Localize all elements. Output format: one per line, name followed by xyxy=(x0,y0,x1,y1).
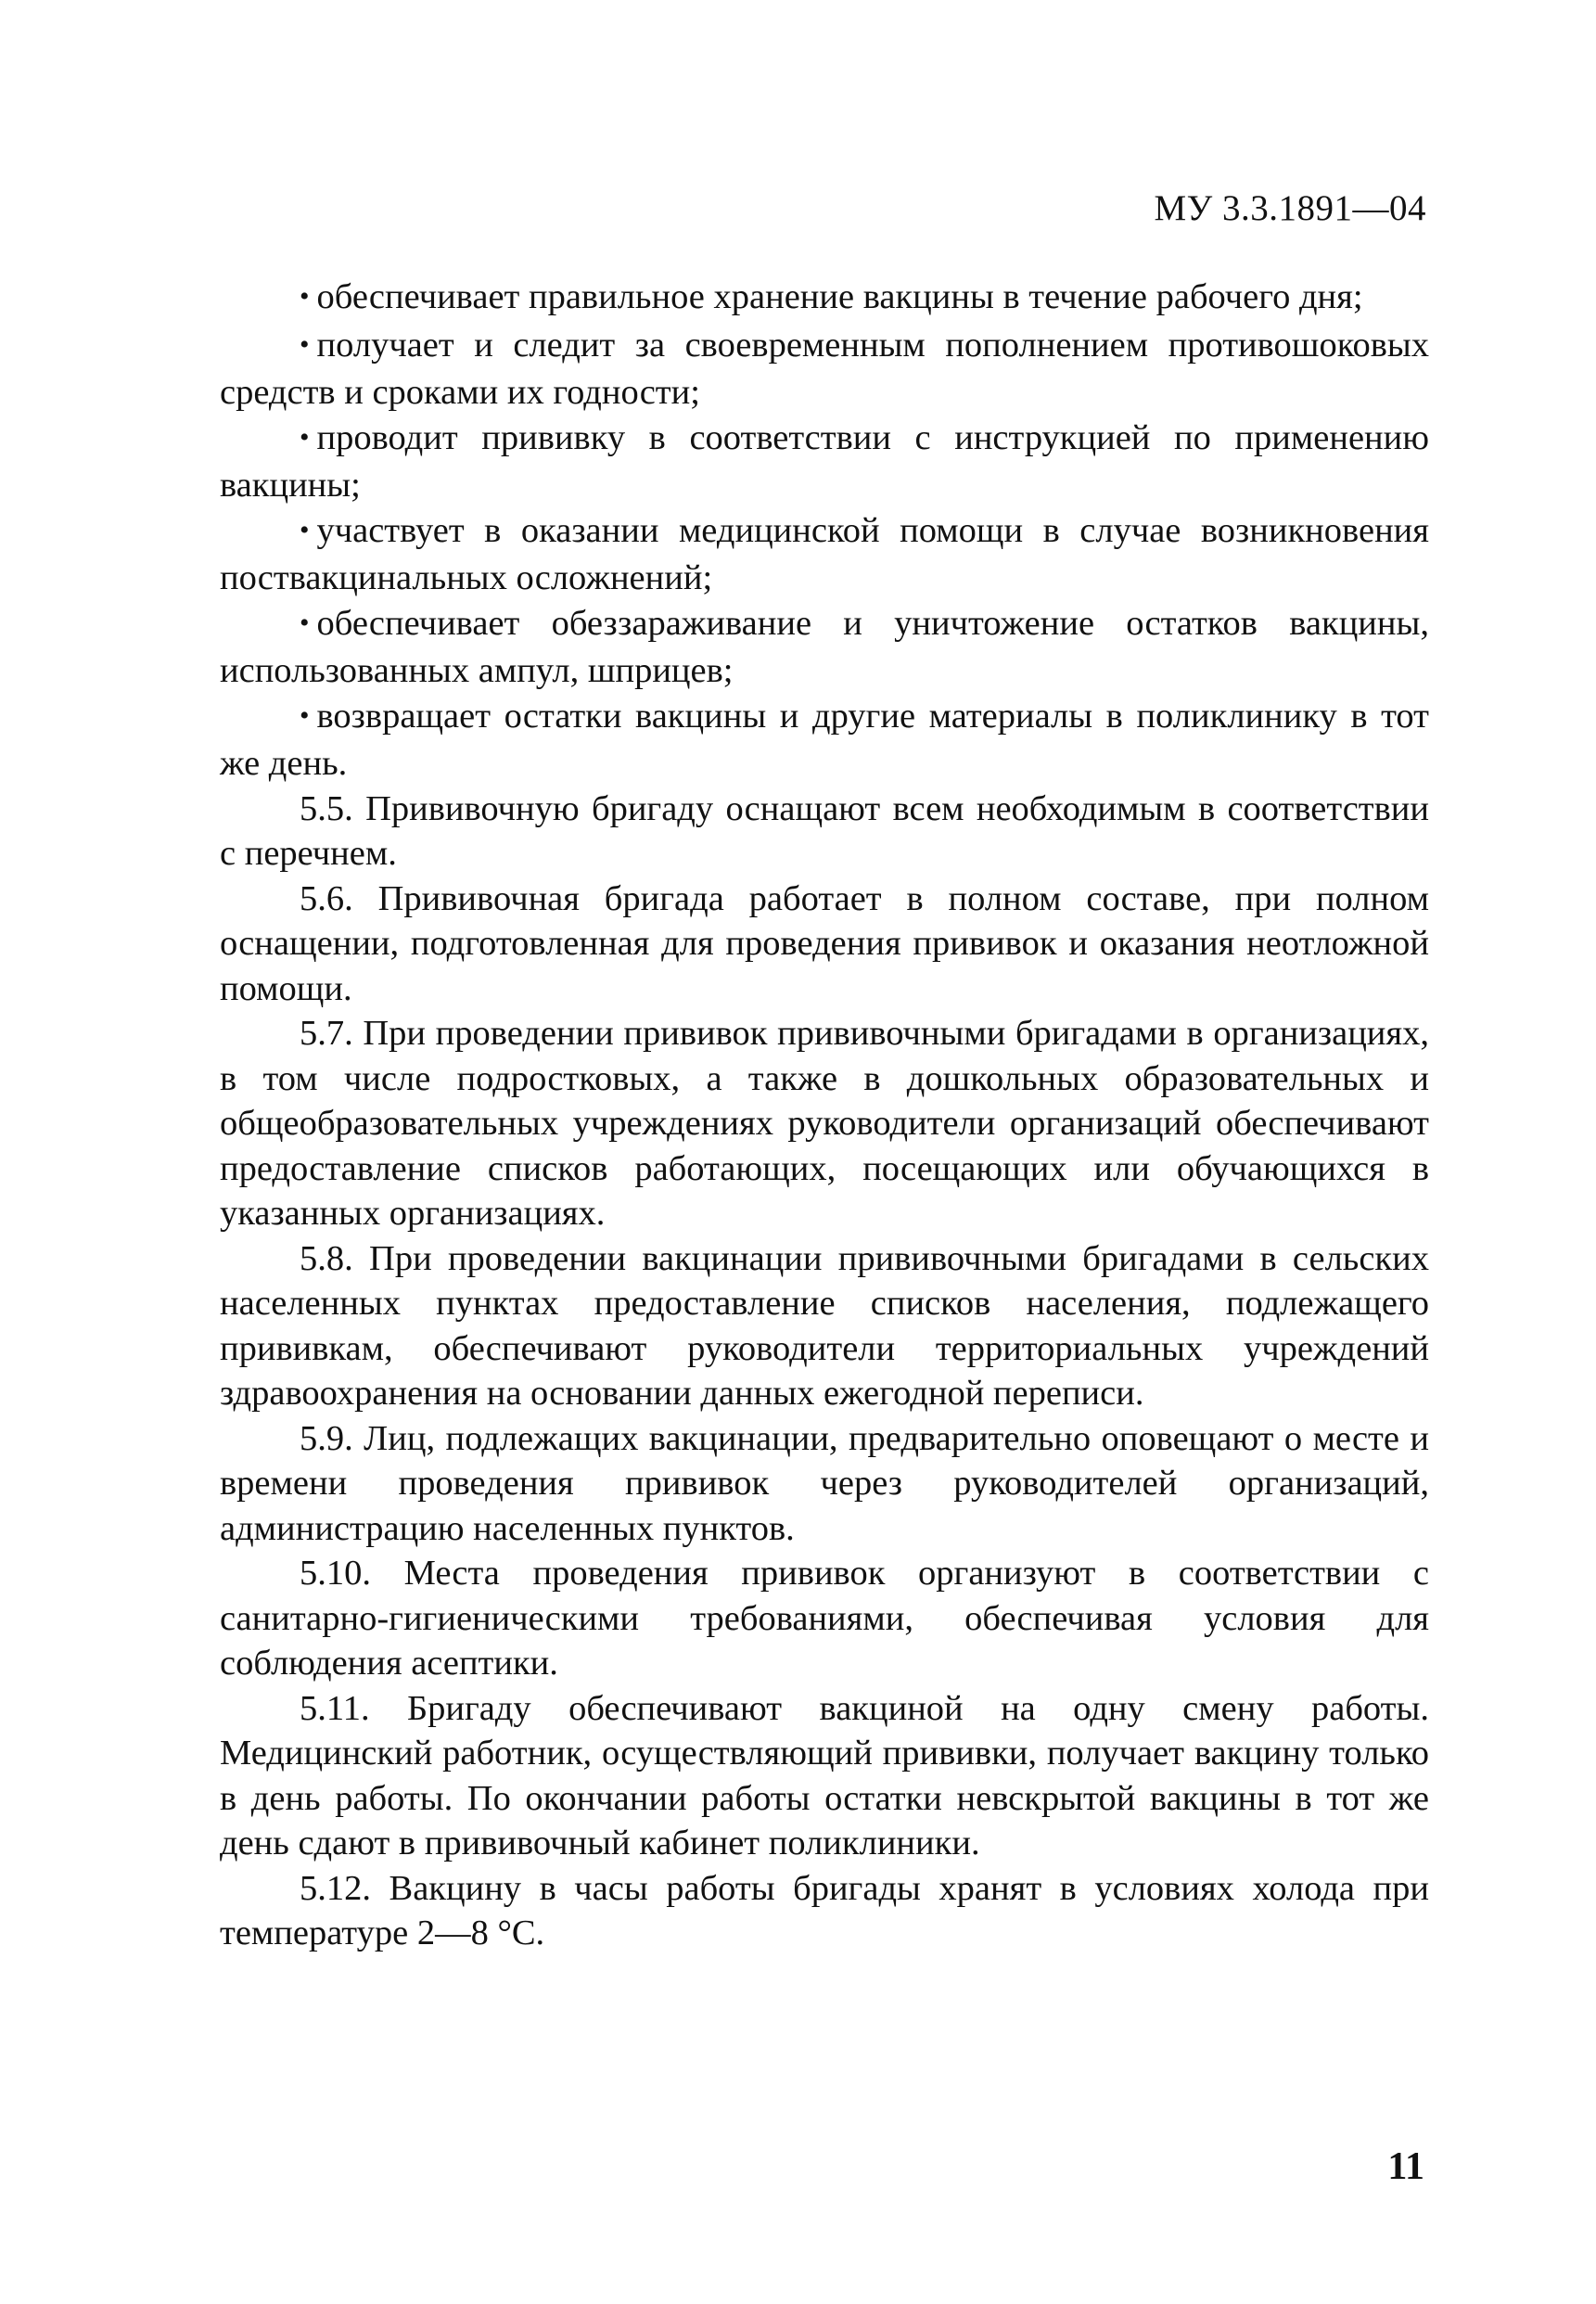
bullet-item xyxy=(220,323,1429,416)
bullet-text: получает и следит за своевременным пополнением противошоковых средств и сроками их годности; xyxy=(220,325,1429,412)
bullet-icon: • xyxy=(300,281,310,312)
paragraph-5-8: 5.8. При проведении вакцинации прививочными бригадами в сельских населенных пунктах предоставление списков населения, подлежащего прививкам, обеспечивают руководители территориальных учреждений здравоохранения на основании данных ежегодной переписи. xyxy=(220,1238,1429,1413)
paragraph-5-11: 5.11. Бригаду обеспечивают вакциной на одну смену работы. Медицинский работник, осуществляющий прививки, получает вакцину только в день работы. По окончании работы остатки невскрытой вакцины в тот же день сдают в прививочный кабинет поликлиники. xyxy=(220,1688,1429,1862)
paragraph-5-6: 5.6. Прививочная бригада работает в полном составе, при полном оснащении, подготовленная для проведения прививок и оказания неотложной помощи. xyxy=(220,878,1429,1008)
bullet-item xyxy=(220,601,1429,694)
bullet-text: обеспечивает обеззараживание и уничтожение остатков вакцины, использованных ампул, шприцев; xyxy=(220,603,1429,690)
bullet-text: возвращает остатки вакцины и другие материалы в поликлинику в тот же день. xyxy=(220,696,1429,783)
paragraph-5-10: 5.10. Места проведения прививок организуют в соответствии с санитарно-гигиеническими требованиями, обеспечивая условия для соблюдения асептики. xyxy=(220,1554,1429,1683)
bullet-item xyxy=(220,275,1429,323)
bullet-text: проводит прививку в соответствии с инструкцией по применению вакцины; xyxy=(220,417,1429,505)
paragraph-5-12: 5.12. Вакцину в часы работы бригады хранят в условиях холода при температуре 2—8 °С. xyxy=(220,1868,1429,1952)
paragraph-5-7: 5.7. При проведении прививок прививочными бригадами в организациях, в том числе подростковых, а также в дошкольных образовательных и общеобразовательных учреждениях руководители организаций обеспечивают предоставление списков работающих, посещающих или обучающихся в указанных организациях. xyxy=(220,1014,1429,1233)
bullet-text: обеспечивает правильное хранение вакцины в течение рабочего дня; xyxy=(316,277,1363,316)
paragraph-5-5: 5.5. Прививочную бригаду оснащают всем необходимым в соответствии с перечнем. xyxy=(220,788,1429,873)
document-body xyxy=(220,275,1429,1956)
bullet-item xyxy=(220,508,1429,601)
bullet-icon: • xyxy=(300,421,310,453)
bullet-item xyxy=(220,694,1429,787)
bullet-icon: • xyxy=(300,607,310,638)
page-number: 11 xyxy=(1387,2145,1424,2188)
paragraph-5-9: 5.9. Лиц, подлежащих вакцинации, предварительно оповещают о месте и времени проведения прививок через руководителей организаций, администрацию населенных пунктов. xyxy=(220,1418,1429,1548)
bullet-icon: • xyxy=(300,514,310,545)
bullet-icon: • xyxy=(300,699,310,731)
bullet-icon: • xyxy=(300,328,310,360)
bullet-item xyxy=(220,416,1429,508)
bullet-text: участвует в оказании медицинской помощи в случае возникновения поствакцинальных осложнений; xyxy=(220,510,1429,597)
document-code-header: МУ 3.3.1891—04 xyxy=(1154,188,1426,228)
